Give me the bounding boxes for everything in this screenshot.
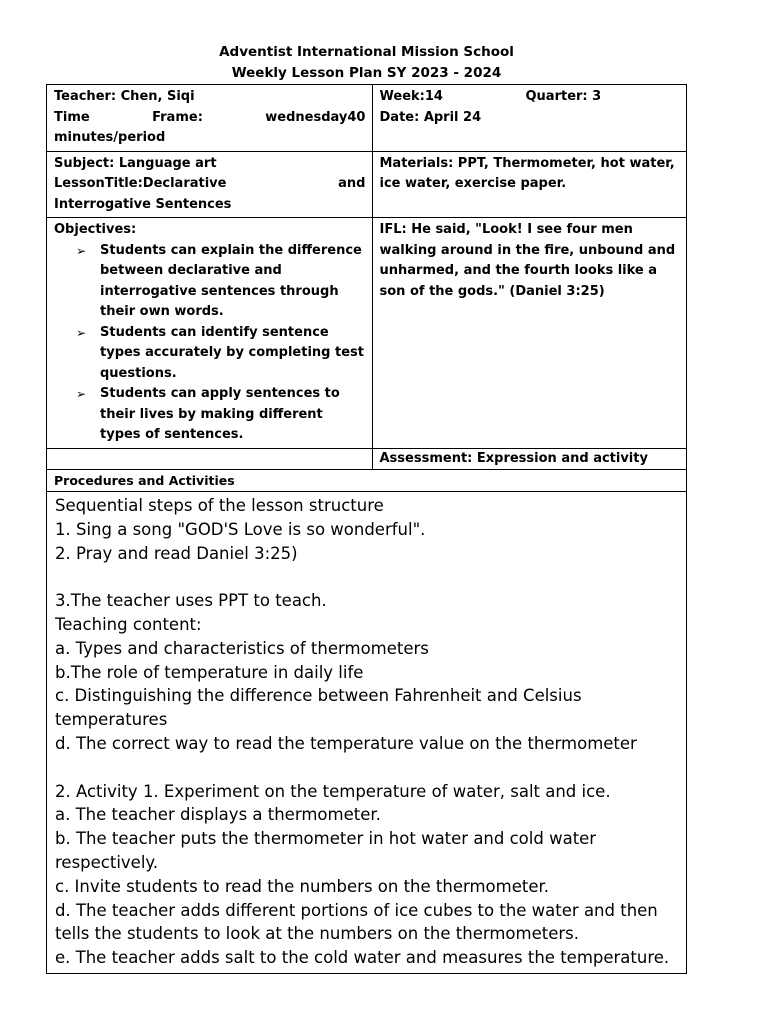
arrow-bullet-icon: ➢ [76,243,87,258]
assessment-row [47,448,687,470]
procedure-line: b.The role of temperature in daily life [55,662,364,682]
arrow-bullet-icon: ➢ [76,325,87,340]
lesson-title-part1: LessonTitle:Declarative [54,176,227,191]
spacer [55,756,678,780]
procedure-line: c. Distinguishing the difference between Fahrenheit and Celsius temperatures [55,686,582,730]
objective-text: Students can identify sentence types accurately by completing test questions. [100,324,364,381]
procedure-line: e. The teacher adds salt to the cold water and measures the temperature. [55,948,670,968]
time-unit: minutes/period [54,130,166,145]
procedures-title: Procedures and Activities [47,470,687,492]
procedure-line: a. Types and characteristics of thermometers [55,638,429,658]
materials-text: Materials: PPT, Thermometer, hot water, ice water, exercise paper. [379,155,675,191]
list-item [76,323,366,385]
procedure-line: a. The teacher displays a thermometer. [55,805,381,825]
procedure-line: 3.The teacher uses PPT to teach. [55,591,327,611]
arrow-bullet-icon: ➢ [76,387,87,401]
procedure-line: 2. Pray and read Daniel 3:25) [55,543,298,563]
lesson-title-row [54,174,366,195]
procedure-line: 2. Activity 1. Experiment on the temperature of water, salt and ice. [55,781,611,801]
procedure-line: b. The teacher puts the thermometer in hot water and cold water respectively. [55,829,597,872]
frame-label: Frame: [152,109,203,125]
objective-text: Students can explain the difference between declarative and interrogative sentences through their own words. [100,242,362,319]
procedure-line: 1. Sing a song "GOD'S Love is so wonderful". [55,519,426,539]
objectives-row [47,218,687,449]
lesson-plan-table [46,84,687,974]
procedure-line: d. The teacher adds different portions of ice cubes to the water and then tells the students to look at the numbers on the thermometers. [55,900,658,944]
assessment-cell [372,448,687,470]
week-quarter-row [380,87,681,108]
empty-cell [47,448,373,470]
ifl-cell [372,218,687,449]
list-item [76,384,366,446]
info-row [47,85,687,152]
subject-label: Subject: Language art [54,155,217,171]
list-item [76,241,366,323]
objectives-label: Objectives: [54,222,137,237]
ifl-text: IFL: He said, "Look! I see four men walking around in the fire, unbound and unharmed, and the fourth looks like a son of the gods." (Daniel 3:25) [379,222,676,299]
procedures-body-row [47,492,687,974]
teacher-name: Teacher: Chen, Siqi [54,89,195,104]
objectives-list [54,241,366,446]
plan-title: Weekly Lesson Plan SY 2023 - 2024 [231,65,502,81]
procedures-body [47,492,687,974]
procedure-line: Teaching content: [55,614,202,634]
subject-cell [47,151,373,218]
lesson-title-part2: Interrogative Sentences [54,196,232,212]
week-label: Week:14 [379,89,443,104]
objectives-cell [47,218,373,449]
time-label: Time [54,109,90,125]
time-value: wednesday40 [265,109,366,125]
procedure-line: d. The correct way to read the temperature value on the thermometer [55,733,637,753]
assessment-text: Assessment: Expression and activity [379,450,648,466]
objective-text: Students can apply sentences to their lives by making different types of sentences. [100,386,340,442]
time-frame-row [54,108,366,129]
procedures-header-row [47,470,687,492]
lesson-title-and: and [338,176,366,191]
teacher-cell [47,85,373,152]
subject-row [47,151,687,218]
materials-cell [372,151,687,218]
spacer [55,565,678,589]
procedure-line: Sequential steps of the lesson structure [55,496,384,515]
date-label: Date: April 24 [379,109,482,125]
quarter-label: Quarter: 3 [525,89,602,104]
document-header [46,42,687,84]
school-name: Adventist International Mission School [219,44,514,60]
procedure-line: c. Invite students to read the numbers on the thermometer. [55,876,550,896]
week-cell [372,85,687,152]
